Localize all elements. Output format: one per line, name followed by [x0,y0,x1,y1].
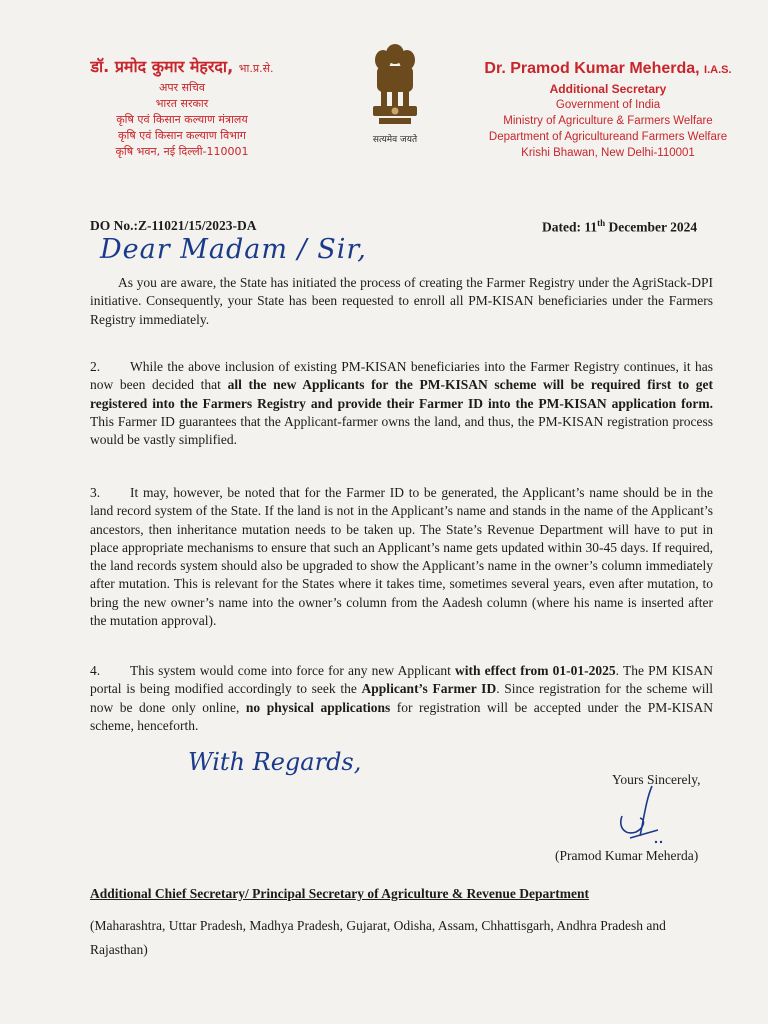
english-line: Ministry of Agriculture & Farmers Welfare [503,115,713,127]
hindi-suffix: भा.प्र.से. [238,62,274,75]
yours-sincerely: Yours Sincerely, [612,772,701,787]
letterhead-hindi [62,56,302,160]
english-name: Dr. Pramod Kumar Meherda, [484,60,700,77]
do-number: DO No.:Z-11021/15/2023-DA [90,218,257,233]
date-line: Dated: 11th December 2024 [542,218,698,235]
handwritten-regards: With Regards, [188,748,362,776]
paragraph-3: 3. It may, however, be noted that for the Farmer ID to be generated, the Applicant’s name should be in the land record system of the State. If the land is not in the Applicant’s name and stands in the name of the Applicant’s ancestors, then inheritance mutation needs to be taken up. The State’s Revenue Department will have to put in place appropriate mechanisms to ensure that such an Applicant’s name gets updated within 30-45 days. If required, the land records system should also be upgraded to show the Applicant’s name in the owner’s column immediately after mutation. This is relevant for the States where it takes time, sometimes several years, even after mutation, to bring the new owner’s name into the owner’s column from the Aadesh column (where his name is inserted after the mutation approval). [90,485,713,629]
english-line: Krishi Bhawan, New Delhi-110001 [521,147,695,159]
hindi-line: कृषि एवं किसान कल्याण मंत्रालय [116,113,248,126]
addressee-states: (Maharashtra, Uttar Pradesh, Madhya Pradesh, Gujarat, Odisha, Assam, Chhattisgarh, Andhra Pradesh and Rajasthan) [90,918,666,957]
hindi-line: अपर सचिव [158,81,206,94]
paragraph-1: As you are aware, the State has initiated the process of creating the Farmer Registry under the AgriStack-DPI initiative. Consequently, your State has been requested to enroll all PM-KISAN beneficiaries under the Farmers Registry immediately. [90,275,713,327]
english-suffix: I.A.S. [704,64,732,76]
hindi-line: भारत सरकार [155,97,209,110]
signer-name: (Pramod Kumar Meherda) [555,848,699,863]
paragraph-4: 4. This system would come into force for any new Applicant with effect from 01-01-2025. The PM KISAN portal is being modified accordingly to seek the Applicant’s Farmer ID. Since registration for the scheme will now be done only online, no physical applications for registration will be accepted under the PM-KISAN scheme, henceforth. [90,663,714,733]
english-line: Department of Agricultureand Farmers Welfare [488,131,728,143]
english-line: Government of India [555,99,661,111]
paragraph-2: 2. While the above inclusion of existing PM-KISAN beneficiaries into the Farmer Registry continues, it has now been decided that all the new Applicants for the PM-KISAN scheme will be required first to get registered into the Farmers Registry and provide their Farmer ID into the PM-KISAN application form. This Farmer ID guarantees that the Applicant-farmer owns the land, and thus, the PM-KISAN registration process would be vastly simplified. [90,359,713,448]
national-emblem [360,40,430,150]
signature-icon [600,780,670,850]
letterhead-english [468,58,748,161]
lion-capital-icon [367,40,423,132]
hindi-name: डॉ. प्रमोद कुमार मेहरदा, [90,57,234,76]
emblem-motto: सत्यमेव जयते [372,135,418,145]
addressee-title: Additional Chief Secretary/ Principal Secretary of Agriculture & Revenue Department [90,886,590,901]
hindi-line: कृषि एवं किसान कल्याण विभाग [118,129,246,142]
handwritten-salutation: Dear Madam / Sir, [100,234,367,265]
hindi-line: कृषि भवन, नई दिल्ली-110001 [115,145,249,158]
designation: Additional Secretary [549,82,667,96]
